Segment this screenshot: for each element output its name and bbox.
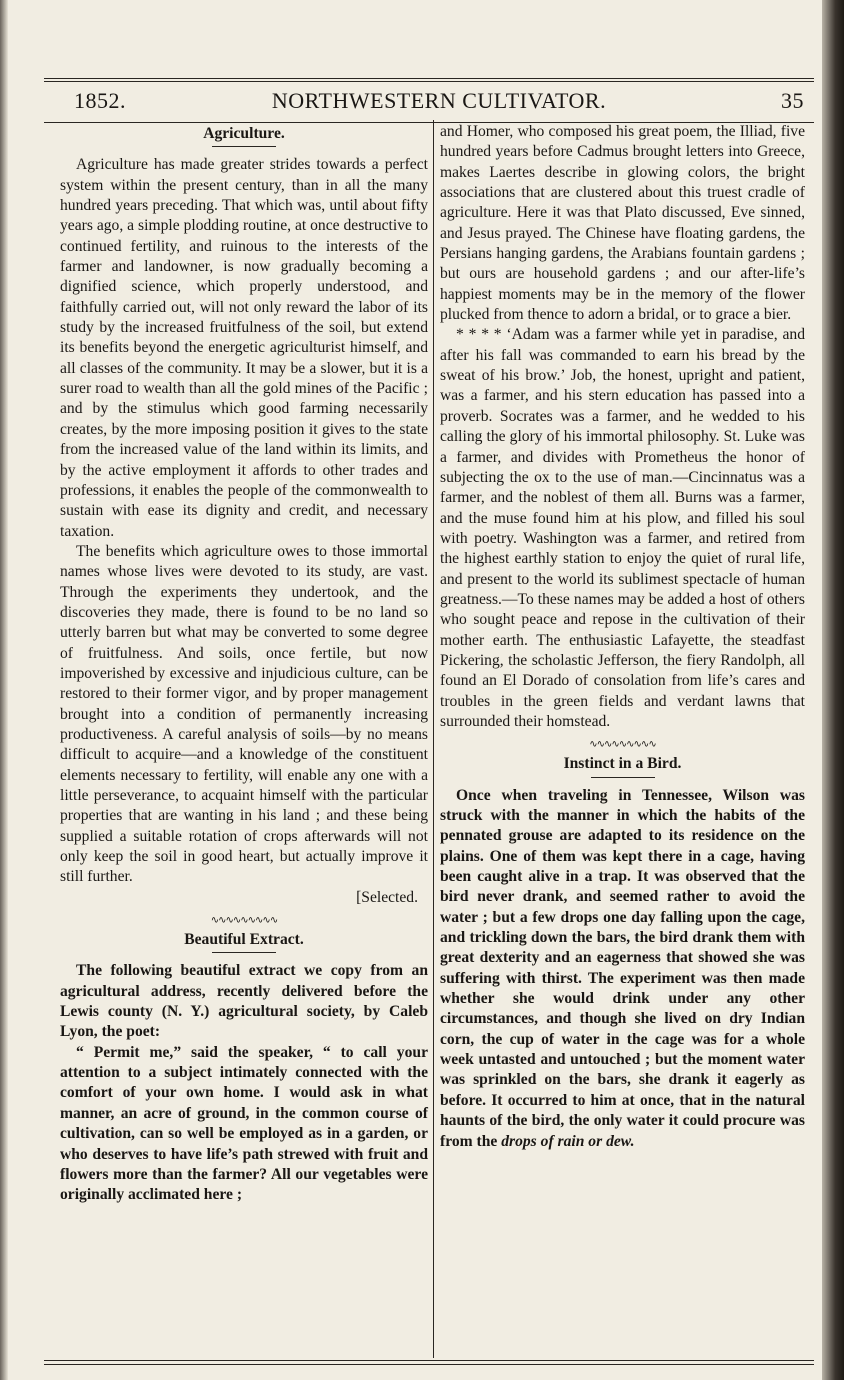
header-title: NORTHWESTERN CULTIVATOR. bbox=[271, 88, 607, 113]
instinct-paragraph-1 bbox=[440, 786, 805, 1152]
title-underline bbox=[212, 952, 276, 953]
extract-paragraph-1: The following beautiful extract we copy from an agricultural address, recently delivered before the Lewis county (N. Y.) agricultural society, by Caleb Lyon, the poet: bbox=[60, 962, 428, 1041]
ornament-divider: ∿∿∿∿∿∿∿∿∿ bbox=[210, 915, 278, 927]
bottom-rule bbox=[44, 1360, 814, 1361]
instinct-text-end: drops of rain or dew. bbox=[501, 1132, 635, 1150]
page-header bbox=[74, 88, 804, 118]
agriculture-paragraph-1: Agriculture has made greater strides towards a perfect system within the present century, than in all the many hundred years preceding. That which was, until about fifty years ago, a simple plodding routine, at once destructive to continued fertility, and ruinous to the interests of the farmer and landowner, is now gradually becoming a dignified science, which properly understood, and faithfully carried out, will not only reward the labor of its study by the increased fruitfulness of the soil, but extend its benefits beyond the energetic agriculturist himself, and all classes of the community. It may be a slower, but it is a surer road to wealth than all the gold mines of the Pacific ; and by the stimulus which good farming necessarily creates, by the more imposing position it gives to the state from the increased value of the land within its limits, and by the active employment it affords to other trades and professions, it enables the people of the commonwealth to sustain with ease its dignity and credit, and necessary taxation. bbox=[60, 156, 428, 540]
column-divider bbox=[433, 120, 434, 1358]
left-column bbox=[60, 122, 428, 1206]
article-title-agriculture: Agriculture. bbox=[203, 125, 285, 142]
title-underline bbox=[591, 777, 655, 778]
extract-paragraph-4: * * * * ‘Adam was a farmer while yet in paradise, and after his fall was commanded to earn his bread by the sweat of his brow.’ Job, the honest, upright and patient, was a farmer, and his stern education has passed into a proverb. Socrates was a farmer, and he wedded to his calling the glory of his immortal philosophy. St. Luke was a farmer, and divides with Prometheus the honor of subjecting the ox to the use of man.—Cincinnatus was a farmer, and the noblest of them all. Burns was a farmer, and the muse found him at his plow, and filled his soul with poetry. Washington was a farmer, and retired from the highest earthly station to enjoy the quiet of rural life, and present to the world its sublimest spectacle of human greatness.—To these names may be added a host of others who sought peace and repose in the cultivation of their mother earth. The enthusiastic Lafayette, the steadfast Pickering, the scholastic Jefferson, the fiery Randolph, all found an El Dorado of consolation from life’s cares and troubles in the green fields and verdant lawns that surrounded their homstead. bbox=[440, 326, 805, 730]
bottom-rule-inner bbox=[44, 1364, 814, 1365]
header-year: 1852. bbox=[74, 88, 126, 113]
article-title-extract: Beautiful Extract. bbox=[184, 931, 304, 949]
top-rule bbox=[44, 78, 814, 79]
extract-paragraph-3: and Homer, who composed his great poem, the Illiad, five hundred years before Cadmus brought letters into Greece, makes Laertes describe in glowing colors, the bright associations that are clustered about this truest cradle of agriculture. Here it was that Plato discussed, Eve sinned, and Jesus prayed. The Chinese have floating gardens, the Persians hanging gardens, the Arabians fountain gardens ; but ours are household gardens ; and our after-life’s happiest moments may be in the memory of the flower plucked from thence to adorn a bridal, or to grace a bier. bbox=[440, 123, 805, 324]
page-binding-edge bbox=[822, 0, 844, 1380]
top-rule-inner bbox=[44, 81, 814, 82]
ornament-divider: ∿∿∿∿∿∿∿∿∿ bbox=[589, 739, 656, 751]
right-column bbox=[440, 122, 805, 1152]
agriculture-paragraph-2: The benefits which agriculture owes to those immortal names whose lives were devoted to its study, are vast. Through the experiments they undertook, and the discoveries they made, there is found to be no land so utterly barren but what may be converted to some degree of fruitfulness. And soils, once fertile, but now impoverished by excessive and injudicious culture, can be restored to their former vigor, and by proper management brought into a condition of permanently increasing productiveness. A careful analysis of soils—by no means difficult to acquire—and a knowledge of the constituent elements necessary to fertility, will enable any one with a little perseverance, to acquaint himself with the particular properties that are wanting in his land ; and these being supplied a suitable rotation of crops afterwards will not only keep the soil in good heart, but actually improve it still further. bbox=[60, 542, 428, 886]
newspaper-page bbox=[44, 78, 814, 1368]
article-title-instinct: Instinct in a Bird. bbox=[563, 755, 682, 773]
page-left-edge bbox=[0, 0, 8, 1380]
instinct-text: Once when traveling in Tennessee, Wilson was struck with the manner in which the habits of the pennated grouse are adapted to its residence on the plains. One of them was kept there in a cage, having been caught alive in a trap. It was observed that the bird never drank, and seemed rather to avoid the water ; but a few drops one day falling upon the cage, and trickling down the bars, the bird drank them with great dexterity and an eagerness that showed she was suffering with thirst. The experiment was then made whether she would drink under any other circumstances, and though she lived on dry Indian corn, the cup of water in the cage was for a whole week untasted and untouched ; but the moment water was sprinkled on the bars, she drank it eagerly as before. It occurred to him at once, that in the natural haunts of the bird, the only water it could procure was from the bbox=[440, 786, 805, 1150]
agriculture-source: [Selected. bbox=[356, 888, 418, 906]
header-page-number: 35 bbox=[781, 88, 804, 113]
title-underline bbox=[212, 146, 276, 147]
extract-paragraph-2: “ Permit me,” said the speaker, “ to call your attention to a subject intimately connected with the comfort of your own home. I would ask in what manner, an acre of ground, in the common course of cultivation, can so well be employed as in a garden, or who deserves to have life’s path strewed with fruit and flowers more than the farmer? All our vegetables were originally acclimated here ; bbox=[60, 1043, 428, 1204]
